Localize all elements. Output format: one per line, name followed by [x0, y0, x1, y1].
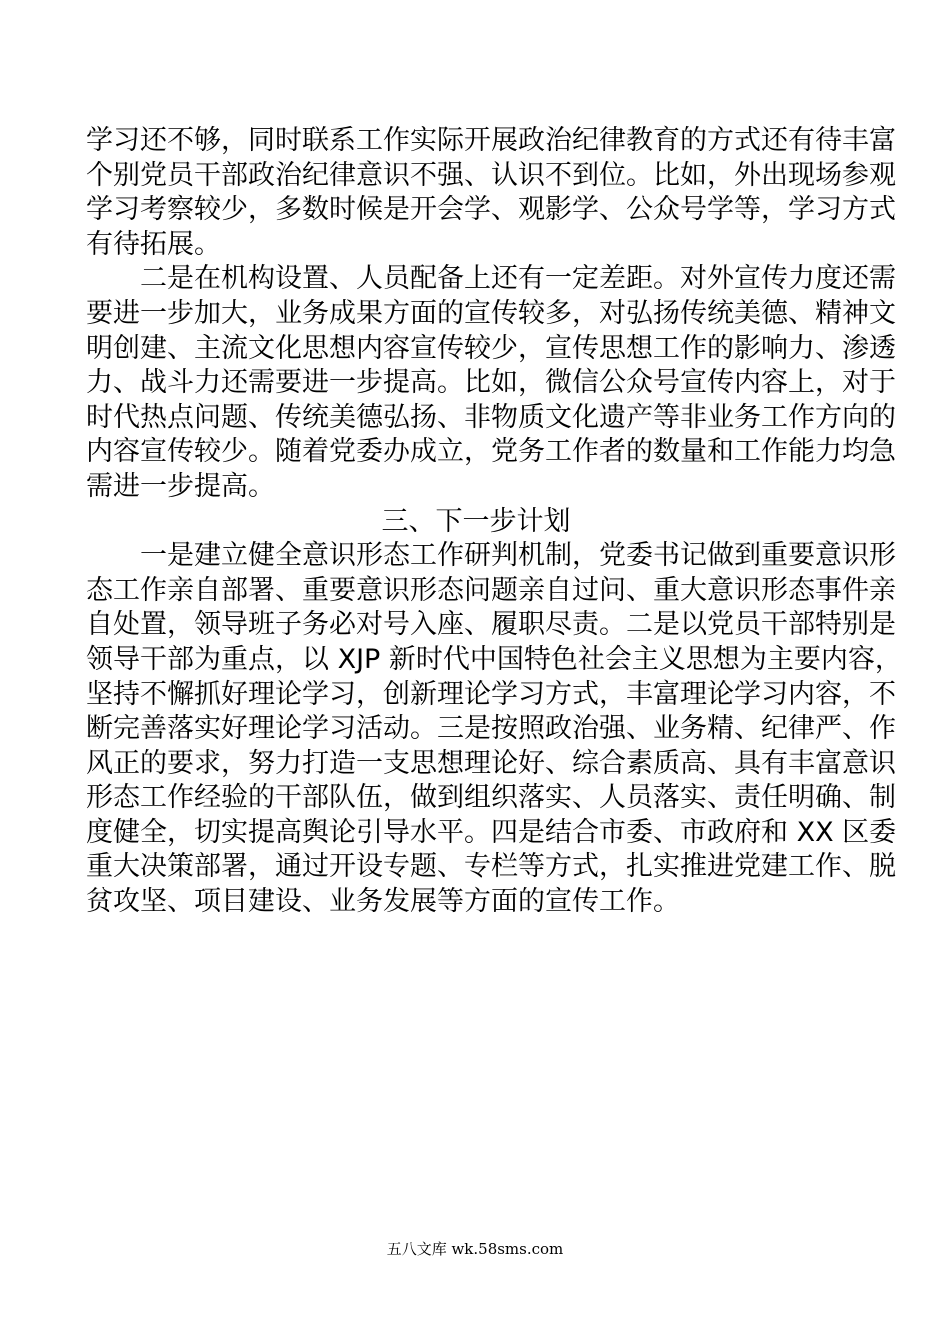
- text-line: 自处置，领导班子务必对号入座、履职尽责。二是以党员干部特别是: [86, 609, 896, 641]
- text-line: 风正的要求，努力打造一支思想理论好、综合素质高、具有丰富意识: [86, 747, 896, 779]
- text-line: 学习考察较少，多数时候是开会学、观影学、公众号学等，学习方式: [86, 194, 896, 226]
- text-line: 形态工作经验的干部队伍，做到组织落实、人员落实、责任明确、制: [86, 782, 896, 814]
- text-line: 需进一步提高。: [86, 470, 275, 502]
- paragraph-1: [86, 124, 896, 262]
- text-line: 明创建、主流文化思想内容宣传较少，宣传思想工作的影响力、渗透: [86, 332, 896, 364]
- text-line: 断完善落实好理论学习活动。三是按照政治强、业务精、纪律严、作: [86, 713, 896, 745]
- footer-watermark: 五八文库 wk.58sms.com: [386, 1240, 564, 1258]
- text-line: 时代热点问题、传统美德弘扬、非物质文化遗产等非业务工作方向的: [86, 401, 896, 433]
- section-heading: 三、下一步计划: [381, 505, 571, 537]
- text-line: 个别党员干部政治纪律意识不强、认识不到位。比如，外出现场参观: [86, 159, 896, 191]
- document-body: [86, 124, 902, 920]
- text-line: 有待拓展。: [86, 228, 221, 260]
- text-line: 度健全，切实提高舆论引导水平。四是结合市委、市政府和 XX 区委: [86, 816, 897, 848]
- text-line: 坚持不懈抓好理论学习，创新理论学习方式，丰富理论学习内容，不: [86, 678, 896, 710]
- text-line: 态工作亲自部署、重要意识形态问题亲自过问、重大意识形态事件亲: [86, 574, 896, 606]
- paragraph-3: [86, 539, 902, 920]
- text-line: 一是建立健全意识形态工作研判机制，党委书记做到重要意识形: [140, 540, 896, 572]
- text-line: 贫攻坚、项目建设、业务发展等方面的宣传工作。: [86, 886, 680, 918]
- text-line: 要进一步加大，业务成果方面的宣传较多，对弘扬传统美德、精神文: [86, 297, 896, 329]
- text-line: 内容宣传较少。随着党委办成立，党务工作者的数量和工作能力均急: [86, 436, 896, 468]
- text-line: 领导干部为重点，以 XJP 新时代中国特色社会主义思想为主要内容，: [86, 643, 902, 675]
- text-line: 二是在机构设置、人员配备上还有一定差距。对外宣传力度还需: [140, 263, 896, 295]
- text-line: 力、战斗力还需要进一步提高。比如，微信公众号宣传内容上，对于: [86, 367, 896, 399]
- paragraph-2: [86, 262, 896, 504]
- text-line: 重大决策部署，通过开设专题、专栏等方式，扎实推进党建工作、脱: [86, 851, 896, 883]
- text-line: 学习还不够，同时联系工作实际开展政治纪律教育的方式还有待丰富: [86, 125, 896, 156]
